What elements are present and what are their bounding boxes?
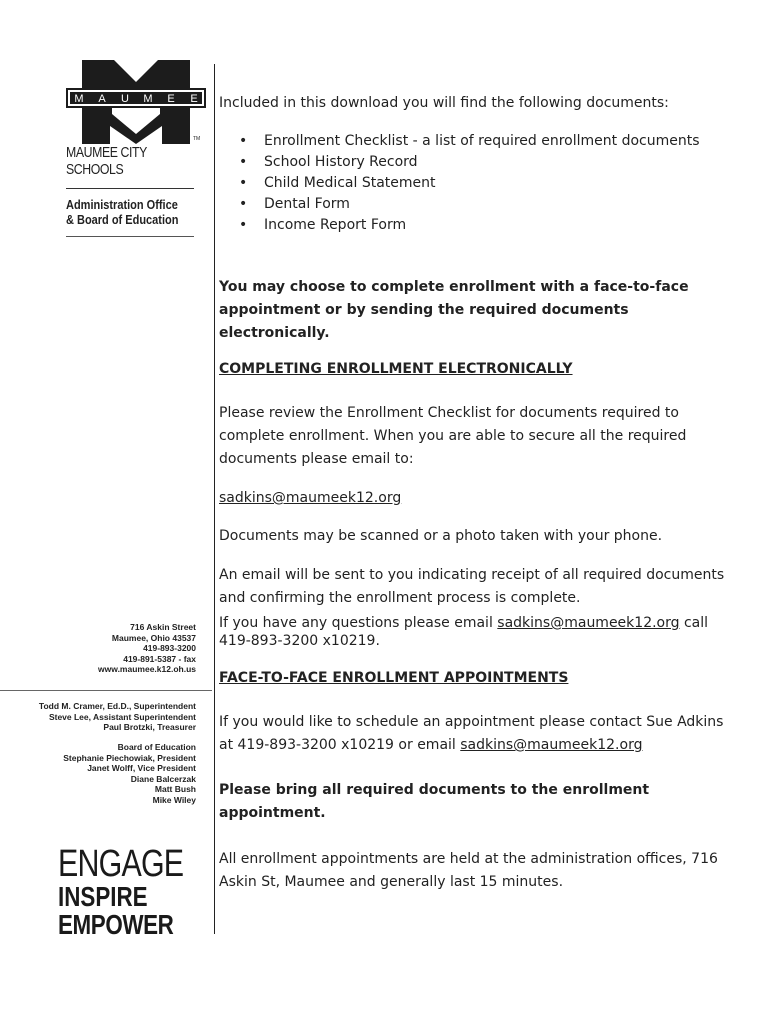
list-item: • School History Record	[219, 152, 700, 173]
office-title	[66, 198, 189, 228]
choose-text: You may choose to complete enrollment with a face-to-face appointment or by sending the required documents electronically.	[219, 279, 689, 341]
bring-documents-text: Please bring all required documents to the enrollment appointment.	[219, 782, 650, 821]
confirmation-text: An email will be sent to you indicating receipt of all required documents and confirming the enrollment process is complete.	[219, 567, 725, 606]
email-address[interactable]: sadkins@maumeek12.org	[497, 615, 680, 631]
list-item: • Income Report Form	[219, 215, 700, 236]
list-item: • Child Medical Statement	[219, 173, 700, 194]
tagline-engage: ENGAGE	[58, 843, 184, 885]
tagline-empower: EMPOWER	[58, 909, 174, 940]
questions-suffix: call 419-893-3200 x10219.	[219, 615, 709, 649]
document-list	[219, 131, 700, 236]
officer: Paul Brotzki, Treasurer	[103, 722, 196, 732]
list-item: • Dental Form	[219, 194, 700, 215]
district-name: MAUMEE CITY SCHOOLS	[66, 144, 147, 178]
list-item: • Enrollment Checklist - a list of required enrollment documents	[219, 131, 700, 152]
logo-letter: E	[167, 93, 175, 105]
maumee-m-logo	[66, 60, 206, 144]
board-member: Board of Education	[117, 742, 196, 752]
heading-electronic: COMPLETING ENROLLMENT ELECTRONICALLY	[219, 361, 573, 377]
officers-list	[39, 701, 196, 733]
address-line: Maumee, Ohio 43537	[111, 632, 196, 643]
schedule-text	[219, 711, 739, 757]
questions-text	[219, 614, 739, 650]
email-address[interactable]: sadkins@maumeek12.org	[460, 737, 643, 753]
board-member: Diane Balcerzak	[130, 773, 196, 784]
divider	[66, 236, 194, 237]
logo-letter: M	[143, 93, 153, 105]
logo-trademark: TM	[193, 136, 201, 142]
email-address[interactable]: sadkins@maumeek12.org	[219, 490, 402, 506]
vertical-divider	[214, 64, 215, 934]
address-line: 419-891-5387 - fax	[123, 653, 196, 664]
officer: Steve Lee, Assistant Superintendent	[48, 711, 196, 722]
logo-letter: M	[74, 93, 84, 105]
officer: Todd M. Cramer, Ed.D., Superintendent	[38, 701, 196, 711]
office-title-line: Administration Office	[66, 198, 178, 212]
board-member: Stephanie Piechowiak, President	[63, 752, 196, 763]
tagline	[58, 845, 198, 939]
address-line: www.maumee.k12.oh.us	[98, 664, 196, 674]
intro-text: Included in this download you will find the following documents:	[219, 95, 669, 111]
email-link[interactable]	[219, 487, 739, 510]
board-of-education-list	[63, 742, 196, 805]
logo-letter: A	[98, 93, 106, 105]
office-address	[98, 622, 196, 675]
tagline-inspire: INSPIRE	[58, 881, 148, 912]
board-member: Janet Wolff, Vice President	[87, 763, 196, 773]
logo-letter: U	[121, 93, 129, 105]
divider	[0, 690, 212, 691]
schedule-prefix: If you would like to schedule an appointment please contact Sue Adkins at 419-893-3200 x10219 or email	[219, 714, 724, 753]
address-line: 419-893-3200	[143, 643, 196, 653]
logo-letter: E	[190, 93, 198, 105]
address-line: 716 Askin Street	[130, 622, 196, 632]
scan-text: Documents may be scanned or a photo taken with your phone.	[219, 528, 663, 544]
board-member: Mike Wiley	[152, 794, 196, 805]
letterhead-sidebar	[0, 0, 212, 1024]
questions-prefix: If you have any questions please email	[219, 615, 498, 631]
review-text: Please review the Enrollment Checklist for documents required to complete enrollment. When you are able to secure all the required documents please email to:	[219, 405, 687, 467]
office-title-line: & Board of Education	[66, 213, 179, 227]
divider	[66, 188, 194, 189]
appointment-location-text: All enrollment appointments are held at the administration offices, 716 Askin St, Maumee and generally last 15 minutes.	[219, 851, 718, 890]
heading-face-to-face: FACE-TO-FACE ENROLLMENT APPOINTMENTS	[219, 670, 569, 686]
board-member: Matt Bush	[154, 784, 196, 794]
